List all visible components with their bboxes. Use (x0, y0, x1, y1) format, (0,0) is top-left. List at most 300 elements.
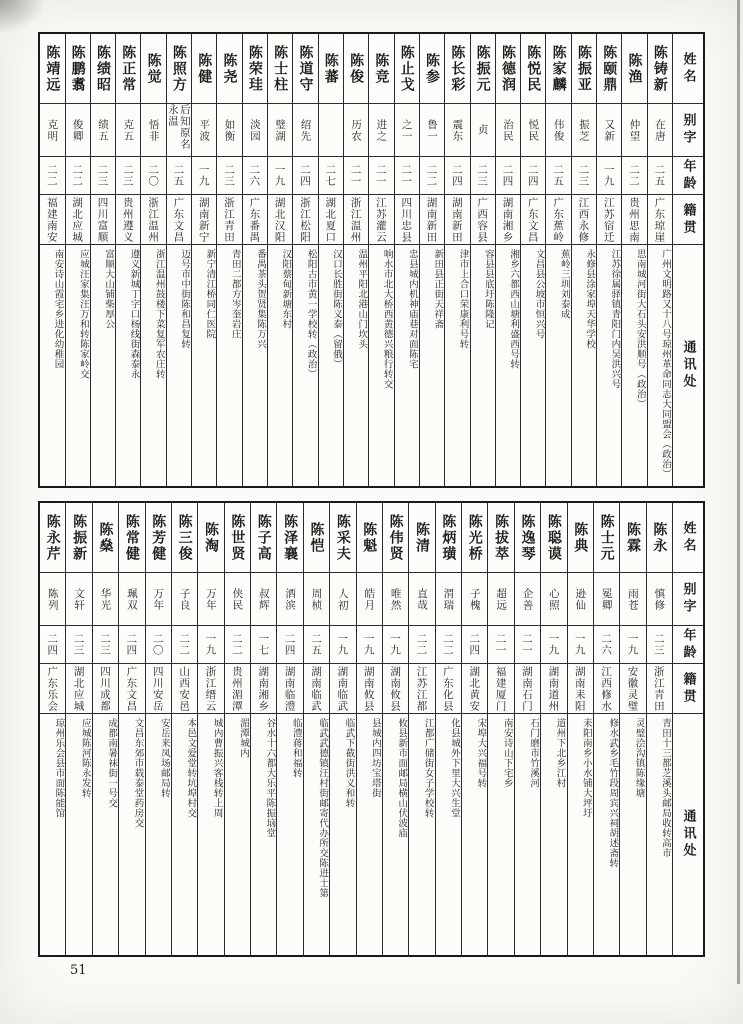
person-age: 二〇 (141, 157, 165, 195)
person-age: 二四 (445, 157, 469, 195)
column-header-age: 年龄 (673, 157, 703, 195)
person-origin: 湖南新田 (445, 195, 469, 245)
person-address: 南安诗山下宅乡 (501, 718, 513, 788)
person-name: 陈拔萃 (488, 503, 513, 573)
person-zi: 侠民 (225, 573, 250, 626)
person-age: 一九 (330, 626, 355, 664)
person-origin: 安徽灵璧 (620, 664, 645, 714)
person-column (343, 34, 368, 486)
person-age: 一九 (568, 626, 593, 664)
person-name: 陈绩昭 (91, 34, 115, 104)
person-age: 二一 (488, 626, 513, 664)
person-zi: 绩五 (91, 104, 115, 157)
person-column (65, 503, 91, 955)
person-age: 一九 (268, 157, 292, 195)
person-address: 文昌县公坡市恒兴号 (533, 249, 545, 339)
person-address: 琼州乐会县市面陈能馆 (53, 718, 65, 818)
person-column (461, 503, 487, 955)
person-zi: 企善 (515, 573, 540, 626)
person-zi: 贞 (471, 104, 495, 157)
person-origin: 贵州湄潭 (225, 664, 250, 714)
person-column (487, 503, 513, 955)
person-zi: 直哉 (409, 573, 434, 626)
person-column (444, 34, 469, 486)
person-name: 陈荣珪 (243, 34, 267, 104)
person-column (224, 503, 250, 955)
person-origin: 贵州思南 (622, 195, 646, 245)
person-age: 二四 (462, 626, 487, 664)
person-column (646, 503, 672, 955)
person-address: 化县城外下里大兴生堂 (449, 718, 460, 818)
person-zi: 进之 (369, 104, 393, 157)
person-address: 青田十三都芝溪头邮局收转高市 (660, 718, 671, 858)
person-name: 陈炳璜 (436, 503, 461, 573)
person-zi: 洒滨 (277, 573, 302, 626)
person-origin: 浙江松阳 (293, 195, 317, 245)
person-column (540, 503, 566, 955)
person-origin: 浙江温州 (141, 195, 165, 245)
person-column (394, 34, 419, 486)
person-column (318, 34, 343, 486)
person-column (495, 34, 520, 486)
column-header-name: 姓名 (673, 503, 703, 573)
person-column (171, 503, 197, 955)
person-origin: 浙江温州 (344, 195, 368, 245)
person-origin: 湖南耒阳 (568, 664, 593, 714)
person-origin: 广东蕉岭 (546, 195, 570, 245)
person-origin: 湖南湘乡 (251, 664, 276, 714)
person-age: 二二 (172, 626, 197, 664)
person-zi: 悦民 (521, 104, 545, 157)
person-zi: 冕卿 (594, 573, 619, 626)
person-zi: 周桢 (304, 573, 329, 626)
person-zi: 璧湖 (268, 104, 292, 157)
person-age: 二一 (515, 626, 540, 664)
person-column (267, 34, 292, 486)
register-table (38, 501, 705, 957)
person-column (520, 34, 545, 486)
person-column (571, 34, 596, 486)
person-zi: 震东 (445, 104, 469, 157)
person-age: 二五 (648, 157, 672, 195)
person-name: 陈常健 (119, 503, 144, 573)
person-age: 二二 (622, 157, 646, 195)
person-address: 永修县涂家埠天华学校 (584, 249, 596, 349)
person-age: 二〇 (146, 626, 171, 664)
person-name: 陈渔 (622, 34, 646, 104)
register-table (38, 32, 705, 488)
person-column (596, 34, 621, 486)
person-age: 一九 (357, 626, 382, 664)
person-column (90, 34, 115, 486)
person-column (191, 34, 216, 486)
person-origin: 山西安邑 (172, 664, 197, 714)
register-tables (38, 32, 705, 957)
column-header-name: 姓名 (673, 34, 703, 104)
person-column (303, 503, 329, 955)
person-origin: 湖北应城 (66, 664, 91, 714)
person-name: 陈魁 (357, 503, 382, 573)
person-zi: 历农 (344, 104, 368, 157)
person-column (40, 34, 64, 486)
person-address: 江都广储街女子学校转 (422, 718, 434, 818)
person-zi: 陈列 (40, 573, 65, 626)
person-name: 陈止戈 (395, 34, 419, 104)
person-origin: 广西容县 (471, 195, 495, 245)
person-column (216, 34, 241, 486)
scan-smudge (0, 0, 46, 34)
person-column (166, 34, 191, 486)
person-column (567, 503, 593, 955)
person-name: 陈士元 (594, 503, 619, 573)
person-name: 陈照方 (167, 34, 191, 104)
person-column (92, 503, 118, 955)
person-zi: 仲望 (622, 104, 646, 157)
person-column (40, 503, 65, 955)
person-address: 番禺茶头贺贤集陈万兴 (255, 249, 266, 349)
person-zi: 之一 (395, 104, 419, 157)
person-origin: 湖南临澧 (277, 664, 302, 714)
person-address: 富顺大山铺柴厚公 (103, 249, 115, 329)
person-name: 陈子高 (251, 503, 276, 573)
person-zi: 万年 (198, 573, 223, 626)
person-name: 陈铸新 (648, 34, 672, 104)
person-name: 陈芳健 (146, 503, 171, 573)
person-column (276, 503, 302, 955)
person-address: 石门磨市竹溪河 (528, 718, 540, 788)
person-age: 二二 (420, 157, 444, 195)
person-zi: 皓月 (357, 573, 382, 626)
person-zi: 逊仙 (568, 573, 593, 626)
person-age: 一九 (198, 626, 223, 664)
person-address: 广州文明路又十八号琼州革命同志大同盟会（政治） (660, 249, 671, 479)
person-origin: 广东文昌 (167, 195, 191, 245)
person-address: 谷水十六都大乐平陈振垴堂 (264, 718, 276, 838)
person-zi: 俊卿 (66, 104, 90, 157)
person-origin: 广东番禺 (243, 195, 267, 245)
person-column (593, 503, 619, 955)
person-zi: 伟俊 (546, 104, 570, 157)
person-column (118, 503, 144, 955)
person-origin: 湖北应城 (66, 195, 90, 245)
person-zi: 治民 (496, 104, 520, 157)
person-origin: 湖北黄安 (462, 664, 487, 714)
person-name: 陈伟贤 (383, 503, 408, 573)
person-column (329, 503, 355, 955)
header-column (672, 503, 703, 955)
person-name: 陈长彩 (445, 34, 469, 104)
person-age: 二三 (91, 157, 115, 195)
person-address: 修水武乡毛竹段周宾兴祠胡述斋转 (607, 718, 619, 868)
page-number: 51 (70, 963, 87, 978)
person-address: 湘乡六都西山塘利盛西号转 (508, 249, 520, 369)
person-address: 应城陈河陈永发转 (79, 718, 91, 798)
person-zi: 文轩 (66, 573, 91, 626)
person-zi: 平波 (192, 104, 216, 157)
person-column (197, 503, 223, 955)
person-age: 二三 (116, 157, 140, 195)
person-column (356, 503, 382, 955)
person-column (408, 503, 434, 955)
person-name: 陈参 (420, 34, 444, 104)
person-origin: 湖南石门 (515, 664, 540, 714)
person-age: 二五 (304, 626, 329, 664)
person-age: 二七 (319, 157, 343, 195)
person-column (140, 34, 165, 486)
person-address: 耒阳南乡小水铺大坪圩 (580, 718, 592, 818)
person-origin: 广东文昌 (119, 664, 144, 714)
person-age: 二三 (93, 626, 118, 664)
person-origin: 四川成都 (93, 664, 118, 714)
person-column (470, 34, 495, 486)
person-address: 湄潭城内 (238, 718, 249, 758)
person-address: 津市上合口荣康利号转 (457, 249, 469, 349)
person-name: 陈光桥 (462, 503, 487, 573)
person-address: 忠县城内机神庙巷对面陈宅 (406, 249, 418, 369)
person-zi: 唯然 (383, 573, 408, 626)
person-address: 本邑文爱堂转坑埠村交 (185, 718, 197, 818)
person-name: 陈燊 (93, 503, 118, 573)
person-address: 成都南暑袜街一号交 (106, 718, 118, 808)
person-address: 攸县新市面邮局横山伏波庙 (396, 718, 408, 838)
column-header-age: 年龄 (673, 626, 703, 664)
column-header-address: 通讯处 (680, 809, 696, 860)
person-name: 陈霖 (620, 503, 645, 573)
person-address: 响水市北大桥西黄德兴粮行转交 (381, 249, 393, 389)
person-address: 临澧蒋和福转 (290, 718, 302, 778)
person-name: 陈竞 (369, 34, 393, 104)
person-origin: 江苏江都 (409, 664, 434, 714)
person-name: 陈觉 (141, 34, 165, 104)
person-address: 宋埠大兴福号转 (475, 718, 487, 788)
person-origin: 福建厦门 (488, 664, 513, 714)
person-column (115, 34, 140, 486)
person-column (382, 503, 408, 955)
person-zi: 雨苍 (620, 573, 645, 626)
person-age: 二二 (225, 626, 250, 664)
person-zi: 叔辉 (251, 573, 276, 626)
person-address: 浙江温州鼓楼下菜复军农庄转 (153, 249, 165, 379)
person-zi: 如衡 (217, 104, 241, 157)
person-address: 安岳来凤场邮局转 (158, 718, 170, 798)
person-address: 迈号市中街陈和昌复转 (179, 249, 191, 349)
person-address: 南安诗山霞宅乡进化幼稚园 (52, 249, 64, 369)
person-address: 道州下北乡江村 (554, 718, 566, 788)
person-age: 一九 (597, 157, 621, 195)
person-zi: 克五 (116, 104, 140, 157)
person-zi: 超远 (488, 573, 513, 626)
person-origin: 湖南新宁 (192, 195, 216, 245)
person-origin: 江西修水 (594, 664, 619, 714)
person-name: 陈世贤 (225, 503, 250, 573)
person-age: 二四 (293, 157, 317, 195)
person-name: 陈蕃 (319, 34, 343, 104)
person-name: 陈士柱 (268, 34, 292, 104)
person-name: 陈永 (647, 503, 672, 573)
person-age: 二六 (594, 626, 619, 664)
person-name: 陈采夫 (330, 503, 355, 573)
person-zi: 万年 (146, 573, 171, 626)
person-column (621, 34, 646, 486)
person-zi: 华光 (93, 573, 118, 626)
person-age: 二四 (521, 157, 545, 195)
person-address: 汉口长胜街陈义泰（留俄） (330, 249, 342, 369)
person-column (292, 34, 317, 486)
person-zi: 绍先 (293, 104, 317, 157)
person-name: 陈鹏翥 (66, 34, 90, 104)
person-name: 陈聪谟 (541, 503, 566, 573)
person-name: 陈振新 (66, 503, 91, 573)
person-origin: 湖南道州 (541, 664, 566, 714)
person-name: 陈颐鼎 (597, 34, 621, 104)
person-zi: 渭瑞 (436, 573, 461, 626)
person-name: 陈逸琴 (515, 503, 540, 573)
column-header-zi: 别字 (673, 573, 703, 626)
person-origin: 湖南临武 (304, 664, 329, 714)
person-age: 一七 (251, 626, 276, 664)
person-address: 容县县底圩陈隆记 (482, 249, 494, 329)
person-origin: 江苏宿迁 (597, 195, 621, 245)
person-address: 临武武德镇汪村街邮寄代办所交陈进士第 (317, 718, 329, 898)
person-origin: 浙江缙云 (198, 664, 223, 714)
person-age: 二三 (66, 626, 91, 664)
person-name: 陈健 (192, 34, 216, 104)
person-origin: 贵州遵义 (116, 195, 140, 245)
person-address: 城内曹振兴客栈转上周 (211, 718, 223, 818)
person-age: 二一 (369, 157, 393, 195)
person-age: 二一 (344, 157, 368, 195)
person-age: 二二 (436, 626, 461, 664)
person-zi: 慎修 (647, 573, 672, 626)
person-origin: 湖北汉阳 (268, 195, 292, 245)
person-address: 临武下截街洪义和转 (343, 718, 355, 808)
person-name: 陈尧 (217, 34, 241, 104)
person-zi: 又新 (597, 104, 621, 157)
person-name: 陈靖远 (40, 34, 64, 104)
person-age: 二四 (40, 626, 65, 664)
person-origin: 福建南安 (40, 195, 64, 245)
person-name: 陈淘 (198, 503, 223, 573)
person-age: 一九 (541, 626, 566, 664)
person-address: 新宁清江桥同仁医院 (204, 249, 216, 339)
person-address: 温州平阳北港山门坎头 (356, 249, 368, 349)
person-column (145, 503, 171, 955)
person-column (647, 34, 672, 486)
person-age: 二二 (40, 157, 64, 195)
person-age: 一九 (620, 626, 645, 664)
person-name: 陈德润 (496, 34, 520, 104)
person-name: 陈清 (409, 503, 434, 573)
person-origin: 浙江青田 (647, 664, 672, 714)
person-name: 陈道守 (293, 34, 317, 104)
person-column (419, 34, 444, 486)
person-address: 文昌东郊市载泰堂药房交 (132, 718, 144, 828)
person-name: 陈三俊 (172, 503, 197, 573)
person-zi: 人初 (330, 573, 355, 626)
person-origin: 广东化县 (436, 664, 461, 714)
person-origin: 四川安岳 (146, 664, 171, 714)
person-origin: 湖北夏口 (319, 195, 343, 245)
person-age: 二二 (409, 626, 434, 664)
person-age: 二六 (243, 157, 267, 195)
person-address: 汉阳蔡甸新塘东村 (280, 249, 292, 329)
person-name: 陈振亚 (572, 34, 596, 104)
person-age: 二三 (647, 626, 672, 664)
person-age: 二四 (496, 157, 520, 195)
person-origin: 江苏灌云 (369, 195, 393, 245)
header-column (672, 34, 703, 486)
person-age: 二二 (66, 157, 90, 195)
person-zi: 鲁一 (420, 104, 444, 157)
person-origin: 湖南新田 (420, 195, 444, 245)
person-address: 遵义新城丁字口杨线街森泰永 (128, 249, 140, 379)
person-origin: 湖南攸县 (357, 664, 382, 714)
person-column (619, 503, 645, 955)
person-origin: 江西永修 (572, 195, 596, 245)
person-name: 陈俊 (344, 34, 368, 104)
person-zi: 子良 (172, 573, 197, 626)
person-zi: 悟非 (141, 104, 165, 157)
person-zi: 在唐 (648, 104, 672, 157)
person-zi: 子槐 (462, 573, 487, 626)
column-header-zi: 别字 (673, 104, 703, 157)
person-origin: 湖南临武 (330, 664, 355, 714)
person-zi: 心照 (541, 573, 566, 626)
person-address: 县城内四坊宝塔街 (369, 718, 381, 798)
person-name: 陈正常 (116, 34, 140, 104)
person-age: 二三 (217, 157, 241, 195)
person-address: 灵璧浍沟镇陈缘塘 (633, 718, 645, 798)
person-name: 陈悦民 (521, 34, 545, 104)
column-header-origin: 籍贯 (673, 664, 703, 714)
person-address: 蕉岭三圳刘泰成 (558, 249, 570, 319)
person-origin: 广东乐会 (40, 664, 65, 714)
person-zi: 克明 (40, 104, 64, 157)
person-address: 江苏徐属驿镇青阳门内吴洪兴号 (609, 249, 621, 389)
person-origin: 湖南湘乡 (496, 195, 520, 245)
person-zi (319, 104, 343, 157)
person-origin: 广东琼崖 (648, 195, 672, 245)
person-zi: 振芝 (572, 104, 596, 157)
person-zi: 后知原名永温 (167, 104, 191, 157)
person-origin: 浙江青田 (217, 195, 241, 245)
person-zi: 珮双 (119, 573, 144, 626)
column-header-origin: 籍贯 (673, 195, 703, 245)
person-name: 陈典 (568, 503, 593, 573)
person-name: 陈永芹 (40, 503, 65, 573)
person-age: 一九 (383, 626, 408, 664)
person-address: 思南城河街大石头安洪顺号（政治） (634, 249, 646, 409)
person-origin: 广东文昌 (521, 195, 545, 245)
person-age: 一九 (192, 157, 216, 195)
person-age: 二三 (572, 157, 596, 195)
person-origin: 湖南攸县 (383, 664, 408, 714)
person-column (435, 503, 461, 955)
person-origin: 四川忠县 (395, 195, 419, 245)
person-origin: 四川富顺 (91, 195, 115, 245)
person-column (368, 34, 393, 486)
person-age: 二五 (167, 157, 191, 195)
person-age: 二三 (471, 157, 495, 195)
person-age: 二一 (395, 157, 419, 195)
person-name: 陈家麟 (546, 34, 570, 104)
person-address: 青田二都方岑奎岩庄 (229, 249, 241, 339)
person-age: 二四 (277, 626, 302, 664)
person-column (545, 34, 570, 486)
person-address: 松阳古市黄一学校转（政治） (305, 249, 317, 379)
person-name: 陈恺 (304, 503, 329, 573)
person-address: 新田县正街天祥斋 (432, 249, 444, 329)
